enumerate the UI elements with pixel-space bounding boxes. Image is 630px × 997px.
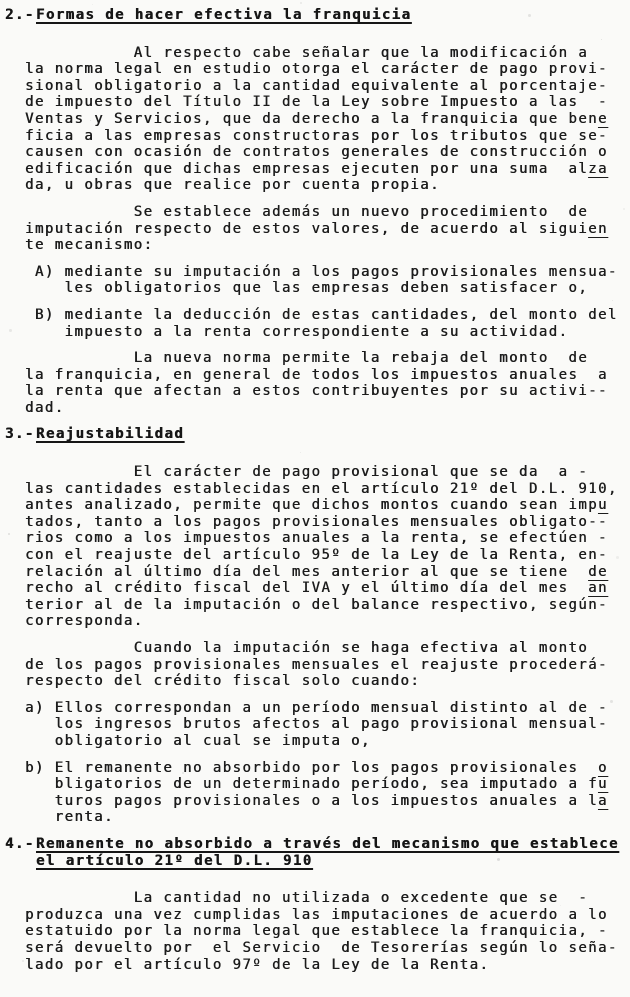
text-line: dad. [25, 399, 65, 416]
text-line: b) El remanente no absorbido por los pagos provisionales o [25, 759, 608, 776]
paragraph [25, 760, 630, 826]
scan-noise [0, 0, 1, 1]
paragraph [25, 640, 630, 690]
text-line: B) mediante la deducción de estas cantidades, del monto del [25, 306, 618, 323]
text-line: bligatorios de un determinado período, sea imputado a fu [25, 776, 608, 793]
continuation-underline: an [588, 580, 608, 597]
paragraph [25, 890, 630, 973]
continuation-underline: u [597, 776, 608, 793]
section-title-line [36, 836, 630, 853]
text-line: Se establece además un nuevo procedimiento de [25, 203, 589, 220]
text-line: sional obligatorio a la cantidad equivalente al porcentaje- [25, 77, 608, 94]
text-line: Cuando la imputación se haga efectiva al monto [25, 640, 589, 656]
paragraph [25, 700, 630, 750]
text-line: los ingresos brutos afectos al pago provisional mensual- [25, 716, 608, 733]
section-title-text: el artículo 21º del D.L. 910 [36, 852, 313, 869]
text-line: renta. [25, 809, 114, 826]
text-line: El carácter de pago provisional que se da a - [25, 464, 589, 481]
text-line: la renta que afectan a estos contribuyentes por su activi-- [25, 383, 608, 400]
text-line: corresponda. [25, 613, 144, 630]
continuation-underline: za [588, 160, 608, 177]
section-heading [5, 426, 630, 443]
continuation-underline: a [597, 792, 608, 809]
continuation-underline: o [597, 759, 608, 776]
text-line: causen con ocasión de contratos generales de construcción o [25, 144, 608, 161]
paragraph [25, 350, 630, 416]
text-line: La nueva norma permite la rebaja del monto de [25, 350, 589, 367]
text-line: rios como a los impuestos anuales a la renta, se efectúen - [25, 530, 608, 547]
paragraph [25, 45, 630, 194]
text-line: terior al de la imputación o del balance respectivo, según- [25, 596, 608, 613]
text-line: Ventas y Servicios, que da derecho a la franquicia que bene [25, 110, 608, 127]
section-title-line [36, 853, 630, 870]
text-line: de impuesto del Título II de la Ley sobre Impuesto a las - [25, 94, 608, 111]
paragraph [25, 264, 630, 297]
text-line: será devuelto por el Servicio de Tesorerías según lo seña- [25, 939, 618, 956]
text-line: antes analizado, permite que dichos montos cuando sean impu [25, 497, 608, 514]
continuation-underline: en [588, 220, 608, 237]
text-line: tados, tanto a los pagos provisionales mensuales obligato-- [25, 513, 608, 530]
section [5, 836, 630, 973]
text-line: con el reajuste del artículo 95º de la Ley de la Renta, en- [25, 547, 608, 564]
text-line: edificación que dichas empresas ejecuten por una suma alza [25, 160, 608, 177]
text-line: les obligatorios que las empresas deben satisfacer o, [25, 280, 589, 297]
text-line: respecto del crédito fiscal solo cuando: [25, 673, 421, 690]
text-line: da, u obras que realice por cuenta propia. [25, 177, 440, 194]
text-line: Al respecto cabe señalar que la modificación a [25, 44, 589, 61]
paragraph [25, 204, 630, 254]
text-line: A) mediante su imputación a los pagos provisionales mensua- [25, 263, 618, 280]
text-line: recho al crédito fiscal del IVA y el último día del mes an [25, 580, 608, 597]
text-line: ficia a las empresas constructoras por los tributos que se- [25, 127, 608, 144]
continuation-underline: e [597, 110, 608, 127]
section [5, 7, 630, 416]
section-title-text: Reajustabilidad [36, 426, 185, 443]
section-number: 3.- [5, 426, 35, 443]
section-heading [5, 836, 630, 869]
paragraph [25, 464, 630, 630]
text-line: a) Ellos correspondan a un período mensual distinto al de - [25, 699, 608, 716]
text-line: lado por el artículo 97º de la Ley de la Renta. [25, 956, 490, 973]
text-line: La cantidad no utilizada o excedente que se - [25, 890, 589, 907]
text-line: la franquicia, en general de todos los impuestos anuales a [25, 366, 608, 383]
continuation-underline: u [597, 497, 608, 514]
section-title-line [36, 7, 630, 24]
section [5, 426, 630, 825]
section-title-line [36, 426, 630, 443]
text-line: impuesto a la renta correspondiente a su actividad. [25, 323, 569, 340]
section-heading [5, 7, 630, 24]
text-line: produzca una vez cumplidas las imputaciones de acuerdo a lo [25, 906, 608, 923]
section-title-text: Remanente no absorbido a través del mecanismo que establece [36, 835, 619, 852]
text-line: te mecanismo: [25, 237, 154, 254]
continuation-underline: de [588, 563, 608, 580]
text-line: imputación respecto de estos valores, de acuerdo al siguien [25, 220, 608, 237]
section-title-text: Formas de hacer efectiva la franquicia [36, 7, 412, 23]
section-number: 2.- [5, 7, 35, 23]
text-line: estatuido por la norma legal que establece la franquicia, - [25, 923, 608, 940]
text-line: turos pagos provisionales o a los impuestos anuales a la [25, 792, 608, 809]
text-line: de los pagos provisionales mensuales el reajuste procederá- [25, 656, 608, 673]
text-line: obligatorio al cual se imputa o, [25, 732, 371, 749]
text-line: las cantidades establecidas en el artículo 21º del D.L. 910, [25, 480, 618, 497]
paragraph [25, 307, 630, 340]
section-number: 4.- [5, 835, 35, 852]
text-line: la norma legal en estudio otorga el carácter de pago provi- [25, 61, 608, 78]
text-line: relación al último día del mes anterior al que se tiene de [25, 563, 608, 580]
